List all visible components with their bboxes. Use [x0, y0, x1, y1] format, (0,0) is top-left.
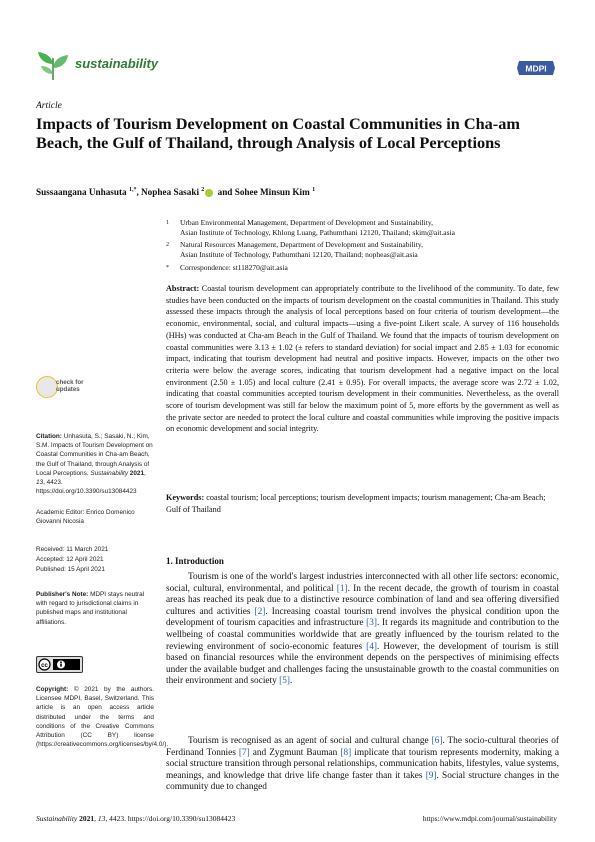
author-3-affil: 1	[312, 187, 316, 193]
author-separator: ,	[136, 187, 142, 198]
citation-link[interactable]: [6]	[431, 736, 443, 746]
affiliation-1: 1 Urban Environmental Management, Department of Development and Sustainability, Asian Institute of Technology, Khlong Luang, Pathumthani 12120, Thailand; skim@ait.asia	[166, 218, 455, 238]
keywords-label: Keywords:	[166, 493, 205, 502]
author-list	[36, 187, 315, 197]
keywords	[166, 492, 559, 515]
sustainability-logo-icon	[36, 50, 70, 82]
citation-link[interactable]: [3]	[366, 618, 378, 629]
citation-link[interactable]: [9]	[425, 770, 437, 781]
abstract-label: Abstract:	[166, 284, 200, 293]
author-and: and	[217, 187, 233, 198]
citation-link[interactable]: [1]	[336, 583, 348, 594]
citation-link[interactable]: [8]	[340, 747, 352, 758]
publisher-note: Publisher's Note: MDPI stays neutral with regard to jurisdictional claims in published maps and institutional affiliations.	[36, 591, 145, 626]
published-date: Published: 15 April 2021	[36, 566, 105, 573]
article-type: Article	[36, 101, 62, 111]
author-3: Sohee Minsun Kim	[234, 187, 310, 198]
intro-paragraph-2: Tourism is recognised as an agent of social and cultural change [6]. The socio-cultural theories of Ferdinand Tonnies [7] and Zygmunt Bauman [8] implicate that tourism represents modernity, making a social structure transition through personal relationships, communication habits, lifestyles, value systems, meanings, and knowledge that drive life change faster than it takes [9]. Social structure changes in the community due to changed	[166, 736, 560, 793]
citation-link[interactable]: [5]	[279, 676, 290, 687]
check-updates-icon	[36, 376, 58, 398]
accepted-date: Accepted: 12 April 2021	[36, 556, 104, 563]
abstract-text: Coastal tourism development can appropriately contribute to the livelihood of the community. To date, few studies have been conducted on the impacts of tourism development on the coastal communities in Thailand. This study assessed these impacts through the analysis of local perceptions based on four criteria of tourism development—the economic, environmental, social, and cultural impacts—using a five-point Likert scale. A survey of 116 households (HHs) was conducted at Cha-am Beach in the Gulf of Thailand. We found that the impacts of tourism development on coastal communities were 3.13 ± 1.02 (± refers to standard deviation) for social impact and 2.85 ± 1.03 for economic impact, indicating that tourism development had neutral and positive impacts. However, impacts on the other two criteria were below the average scores, indicating that tourism development had a negative impact on the local environment (2.50 ± 1.05) and local culture (2.41 ± 0.95). For overall impacts, the average score was 2.72 ± 1.02, indicating that coastal communities accepted tourism development in their communities. Nevertheless, as the overall score of tourism development was still far below the maximum point of 5, more efforts by the government as well as the private sector are needed to protect the local culture and coastal communities while improving the positive impacts on economic development and social integrity.	[166, 284, 559, 434]
check-for-updates-badge[interactable]: check for updates	[36, 376, 90, 402]
author-1-affil: 1,*	[128, 187, 137, 193]
author-2-affil: 2	[201, 187, 205, 193]
affiliation-2: 2 Natural Resources Management, Department of Development and Sustainability, Asian Institute of Technology, Pathumthani 12120, Thailand; nopheas@ait.asia	[166, 240, 423, 260]
section-heading: 1. Introduction	[166, 556, 224, 566]
intro-paragraph-1: Tourism is one of the world's largest industries interconnected with all other life sectors: economic, social, cultural, environmental, and political [1]. In the recent decade, the growth of tourism in coastal areas has reached its peak due to a distinctive resource combination of land and sea offering diversified cultures and activities [2]. Increasing coastal tourism trend involves the physical condition upon the development of tourism capacities and infrastructure [3]. It regards its magnitude and contribution to the wellbeing of coastal communities worldwide that are greatly influenced by the tourism related to the reviewing environment of socio-economic features [4]. However, the development of tourism is still based on financial resources while the environment depends on the perspectives of minimising effects under the available budget and challenges facing the unsustainable growth to the coastal communities on their environment and society [5].	[166, 572, 559, 687]
footer-citation: Sustainability 2021, 13, 4423. https://doi.org/10.3390/su13084423	[36, 814, 236, 823]
orcid-icon[interactable]	[205, 189, 213, 197]
citation-link[interactable]: [7]	[238, 747, 250, 758]
abstract	[166, 283, 559, 435]
correspondence: * Correspondence: st118270@ait.asia	[166, 263, 288, 272]
mdpi-logo-text: MDPI	[525, 63, 547, 74]
citation: Citation: Unhasuta, S.; Sasaki, N.; Kim, S.M. Impacts of Tourism Development on Coastal Communities in Cha-am Beach, the Gulf of Thailand, through Analysis of Local Perceptions. Sustainability 2021, 13, 4423. https://doi.org/10.3390/su13084423	[36, 433, 153, 496]
cc-by-license-icon[interactable]	[36, 656, 83, 673]
author-2: Nophea Sasaki	[141, 187, 199, 198]
cc-icon-text: cc	[41, 663, 48, 669]
keywords-text: coastal tourism; local perceptions; tourism development impacts; tourism management; Cha-am Beach; Gulf of Thailand	[166, 493, 546, 514]
citation-link[interactable]: [4]	[366, 641, 377, 652]
author-1: Sussaangana Unhasuta	[36, 187, 127, 198]
copyright: Copyright: © 2021 by the authors. Licensee MDPI, Basel, Switzerland. This article is an open access article distributed under the terms and conditions of the Creative Commons Attribution (CC BY) license (https://creativecommons.org/licenses/by/4.0/).	[36, 686, 169, 749]
article-title: Impacts of Tourism Development on Coastal Communities in Cha-am Beach, the Gulf of Thailand, through Analysis of Local Perceptions	[36, 114, 520, 152]
received-date: Received: 11 March 2021	[36, 546, 109, 553]
mdpi-logo	[515, 58, 557, 78]
footer-journal-url[interactable]: https://www.mdpi.com/journal/sustainability	[422, 814, 557, 823]
academic-editor: Academic Editor: Enrico Domenico Giovanni Nicosia	[36, 509, 135, 526]
journal-name: sustainability	[75, 56, 159, 71]
citation-link[interactable]: [2]	[254, 606, 266, 617]
